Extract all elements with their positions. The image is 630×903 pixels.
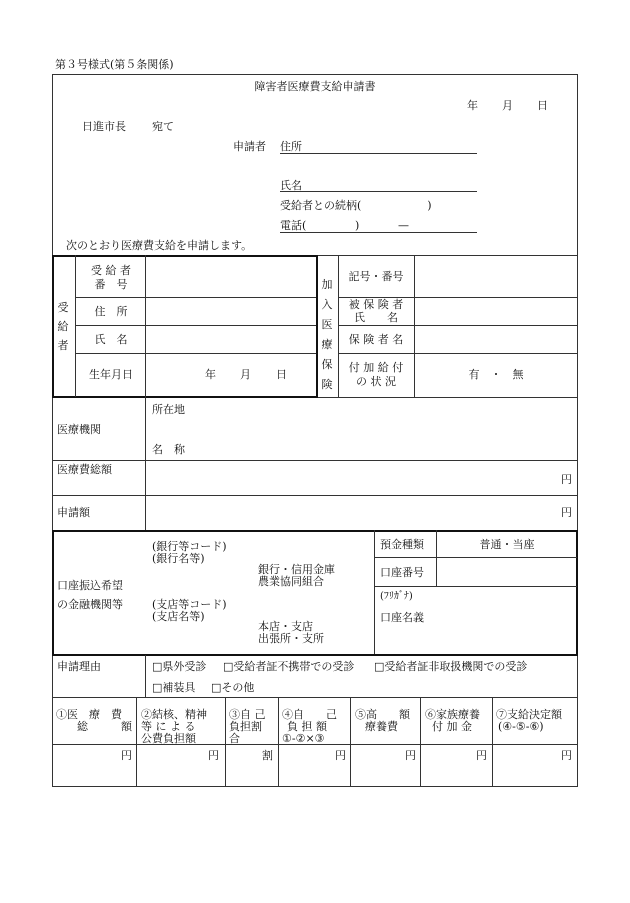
- addressee-honorific: 宛て: [152, 120, 174, 133]
- bank-label-1: 口座振込希望: [57, 579, 123, 592]
- bank-types-2: 農業協同組合: [258, 575, 324, 588]
- branch-types-1: 本店・支店: [258, 620, 313, 633]
- bank-name-label: (銀行名等): [152, 552, 205, 565]
- insured-label-2: 氏 名: [354, 311, 398, 324]
- applicant-phone-field[interactable]: [280, 232, 477, 233]
- applicant-phone-close: ): [355, 219, 360, 232]
- applicant-phone-open: 電話(: [280, 219, 307, 232]
- recipient-number-label-1: 受 給 者: [91, 264, 131, 277]
- applicant-name-label: 氏名: [280, 179, 302, 192]
- intro-text: 次のとおり医療費支給を申請します。: [66, 239, 253, 252]
- bank-label-2: の金融機関等: [57, 598, 123, 611]
- insurance-side-label: 加入医療保険: [321, 278, 333, 391]
- recipient-name-label: 氏 名: [94, 333, 128, 346]
- request-amount-yen: 円: [561, 506, 572, 519]
- recipient-number-label-2: 番 号: [94, 278, 128, 291]
- reason-option-out-of-prefecture[interactable]: □県外受診: [152, 660, 207, 673]
- reason-label: 申請理由: [57, 660, 101, 673]
- recipient-birth-label: 生年月日: [89, 368, 133, 381]
- reason-option-prosthesis[interactable]: □補装具: [152, 681, 196, 694]
- birth-day-label: 日: [276, 368, 287, 381]
- benefit-label-2: の 状 況: [356, 375, 396, 388]
- calc-col4-unit: 円: [335, 749, 346, 762]
- medical-institution-label: 医療機関: [57, 423, 101, 436]
- bank-types-1: 銀行・信用金庫: [258, 563, 335, 576]
- applicant-phone-dash: —: [398, 219, 409, 232]
- deposit-type-value[interactable]: 普通・当座: [479, 538, 535, 551]
- calc-col1-unit: 円: [121, 749, 132, 762]
- bank-code-label: (銀行等コード): [152, 540, 227, 553]
- date-month-label: 月: [502, 99, 513, 112]
- calc-col3-unit: 割: [262, 749, 273, 762]
- account-holder-label: 口座名義: [380, 611, 424, 624]
- birth-month-label: 月: [240, 368, 251, 381]
- furigana-label: (ﾌﾘｶﾞﾅ): [380, 591, 413, 602]
- recipient-address-label: 住 所: [94, 305, 128, 318]
- reason-option-other[interactable]: □その他: [211, 681, 255, 694]
- total-cost-yen: 円: [561, 473, 572, 486]
- insurer-label: 保 険 者 名: [348, 333, 404, 346]
- form-number: 第３号様式(第５条関係): [55, 58, 174, 71]
- applicant-name-field[interactable]: [280, 191, 477, 192]
- account-number-label: 口座番号: [380, 566, 424, 579]
- document-title: 障害者医療費支給申請書: [254, 80, 376, 93]
- branch-code-label: (支店等コード): [152, 598, 227, 611]
- insured-label-1: 被 保 険 者: [348, 298, 404, 311]
- calc-col2-unit: 円: [208, 749, 219, 762]
- applicant-label: 申請者: [233, 140, 266, 153]
- calc-col5-unit: 円: [405, 749, 416, 762]
- reason-option-non-handling[interactable]: □受給者証非取扱機関での受診: [374, 660, 528, 673]
- applicant-address-label: 住所: [280, 140, 302, 153]
- branch-name-label: (支店名等): [152, 610, 205, 623]
- date-year-label: 年: [467, 99, 478, 112]
- insurance-symbol-label: 記号・番号: [348, 270, 404, 283]
- date-day-label: 日: [537, 99, 548, 112]
- deposit-type-label: 預金種類: [380, 538, 424, 551]
- addressee-mayor: 日進市長: [82, 120, 126, 133]
- institution-location-label: 所在地: [152, 403, 185, 416]
- applicant-relation: 受給者との続柄( ): [280, 199, 432, 212]
- request-amount-label: 申請額: [57, 506, 90, 519]
- branch-types-2: 出張所・支所: [258, 632, 324, 645]
- applicant-address-field[interactable]: [280, 153, 477, 154]
- institution-name-label: 名 称: [152, 443, 185, 456]
- benefit-label-1: 付 加 給 付: [348, 361, 404, 374]
- birth-year-label: 年: [205, 368, 216, 381]
- recipient-side-label: 受給者: [57, 301, 69, 352]
- total-cost-label: 医療費総額: [57, 463, 112, 476]
- reason-option-no-card[interactable]: □受給者証不携帯での受診: [223, 660, 355, 673]
- calc-col6-unit: 円: [476, 749, 487, 762]
- calc-col7-unit: 円: [561, 749, 572, 762]
- benefit-value[interactable]: 有 ・ 無: [468, 368, 524, 381]
